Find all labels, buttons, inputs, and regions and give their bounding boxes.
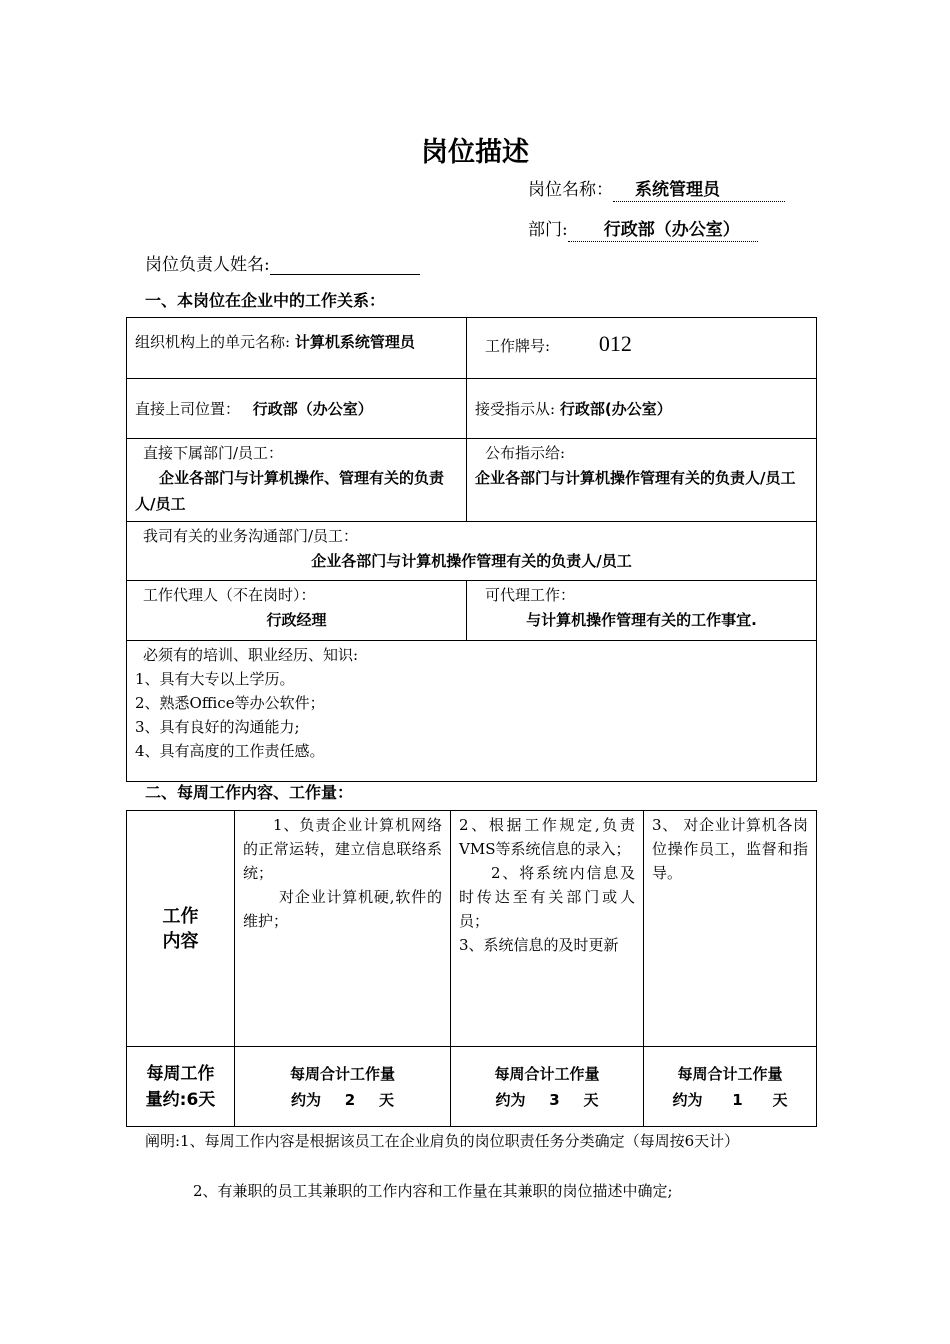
col2-item1: 2、根据工作规定,负责VMS等系统信息的录入； [459, 816, 635, 858]
department-row [528, 215, 758, 242]
department-value: 行政部（办公室） [568, 215, 758, 242]
liaison-cell [127, 522, 817, 581]
issue-instructions-cell [467, 439, 817, 522]
weekly-total-label-line2: 量约:6天 [145, 1089, 216, 1110]
col2-item3: 3、系统信息的及时更新 [459, 936, 619, 954]
workload-prefix: 约为 [495, 1090, 526, 1109]
superior-label: 直接上司位置： [135, 400, 241, 418]
requirements-label: 必须有的培训、职业经历、知识: [143, 646, 359, 664]
workload-cell-3 [644, 1047, 817, 1127]
work-content-col1 [235, 811, 451, 1047]
deputy-cell [127, 581, 467, 641]
workload-unit: 天 [583, 1090, 599, 1109]
workload-label: 每周合计工作量 [677, 1064, 783, 1083]
issue-instructions-value: 企业各部门与计算机操作管理有关的负责人/员工 [475, 469, 796, 487]
unit-name-label: 组织机构上的单元名称: [135, 333, 291, 351]
instructions-from-label: 接受指示从: [475, 400, 556, 418]
badge-number-value: 012 [598, 331, 632, 356]
workload-cell-1 [235, 1047, 451, 1127]
col1-item2: 对企业计算机硬,软件的维护； [243, 888, 442, 930]
col3-item1: 3、 对企业计算机各岗位操作员工，监督和指导。 [652, 816, 808, 882]
unit-name-value: 计算机系统管理员 [294, 333, 415, 351]
weekly-total-label-line1: 每周工作 [146, 1063, 215, 1084]
section1-heading: 一、本岗位在企业中的工作关系： [145, 291, 386, 310]
position-name-label: 岗位名称： [528, 180, 613, 200]
superior-value: 行政部（办公室） [252, 400, 373, 418]
workload-unit: 天 [379, 1090, 395, 1109]
workload-days: 1 [732, 1090, 743, 1109]
weekly-total-label-cell [127, 1047, 235, 1127]
badge-number-label: 工作牌号: [485, 337, 551, 355]
subordinates-cell [127, 439, 467, 522]
deputy-work-value: 与计算机操作管理有关的工作事宜. [526, 611, 757, 629]
work-content-col2 [451, 811, 644, 1047]
weekly-work-table [126, 810, 817, 1127]
workload-label: 每周合计工作量 [289, 1064, 395, 1083]
workload-unit: 天 [772, 1090, 788, 1109]
note-1: 阐明:1、每周工作内容是根据该员工在企业肩负的岗位职责任务分类确定（每周按6天计） [145, 1132, 740, 1150]
department-label: 部门: [528, 220, 568, 240]
page-title: 岗位描述 [421, 137, 529, 168]
workload-days: 3 [549, 1090, 560, 1109]
col2-item2: 2、将系统内信息及时传达至有关部门或人员； [459, 864, 635, 930]
workload-cell-2 [451, 1047, 644, 1127]
deputy-label: 工作代理人（不在岗时）： [143, 586, 316, 604]
work-content-col3 [644, 811, 817, 1047]
work-content-label-cell [127, 811, 235, 1047]
issue-instructions-label: 公布指示给: [485, 444, 566, 462]
deputy-value: 行政经理 [266, 611, 327, 629]
owner-name-field [270, 255, 420, 275]
work-content-label-line2: 内容 [162, 930, 199, 952]
workload-prefix: 约为 [290, 1090, 321, 1109]
requirement-item: 2、熟悉Office等办公软件； [135, 694, 325, 712]
requirement-item: 4、具有高度的工作责任感。 [135, 742, 325, 760]
instructions-from-cell [467, 379, 817, 439]
subordinates-value: 企业各部门与计算机操作、管理有关的负责人/员工 [135, 469, 445, 513]
deputy-work-cell [467, 581, 817, 641]
subordinates-label: 直接下属部门/员工： [143, 444, 284, 462]
requirements-cell [127, 641, 817, 782]
owner-row [145, 250, 420, 275]
position-name-value: 系统管理员 [613, 175, 785, 202]
note-2: 2、有兼职的员工其兼职的工作内容和工作量在其兼职的岗位描述中确定; [193, 1182, 673, 1200]
unit-name-cell [127, 318, 467, 379]
requirement-item: 1、具有大专以上学历。 [135, 670, 295, 688]
section2-heading: 二、每周工作内容、工作量： [145, 783, 354, 802]
col1-item1: 1、负责企业计算机网络的正常运转，建立信息联络系统； [243, 816, 442, 882]
liaison-label: 我司有关的业务沟通部门/员工： [143, 527, 359, 545]
work-relations-table [126, 317, 817, 782]
requirement-item: 3、具有良好的沟通能力; [135, 718, 300, 736]
workload-prefix: 约为 [672, 1090, 703, 1109]
position-name-row [528, 175, 785, 202]
workload-label: 每周合计工作量 [494, 1064, 600, 1083]
badge-number-cell [467, 318, 817, 379]
liaison-value: 企业各部门与计算机操作管理有关的负责人/员工 [311, 552, 632, 570]
work-content-label-line1: 工作 [162, 905, 199, 927]
workload-days: 2 [344, 1090, 356, 1109]
instructions-from-value: 行政部(办公室） [559, 400, 672, 418]
owner-label: 岗位负责人姓名: [145, 255, 270, 275]
deputy-work-label: 可代理工作： [485, 586, 576, 604]
superior-cell [127, 379, 467, 439]
